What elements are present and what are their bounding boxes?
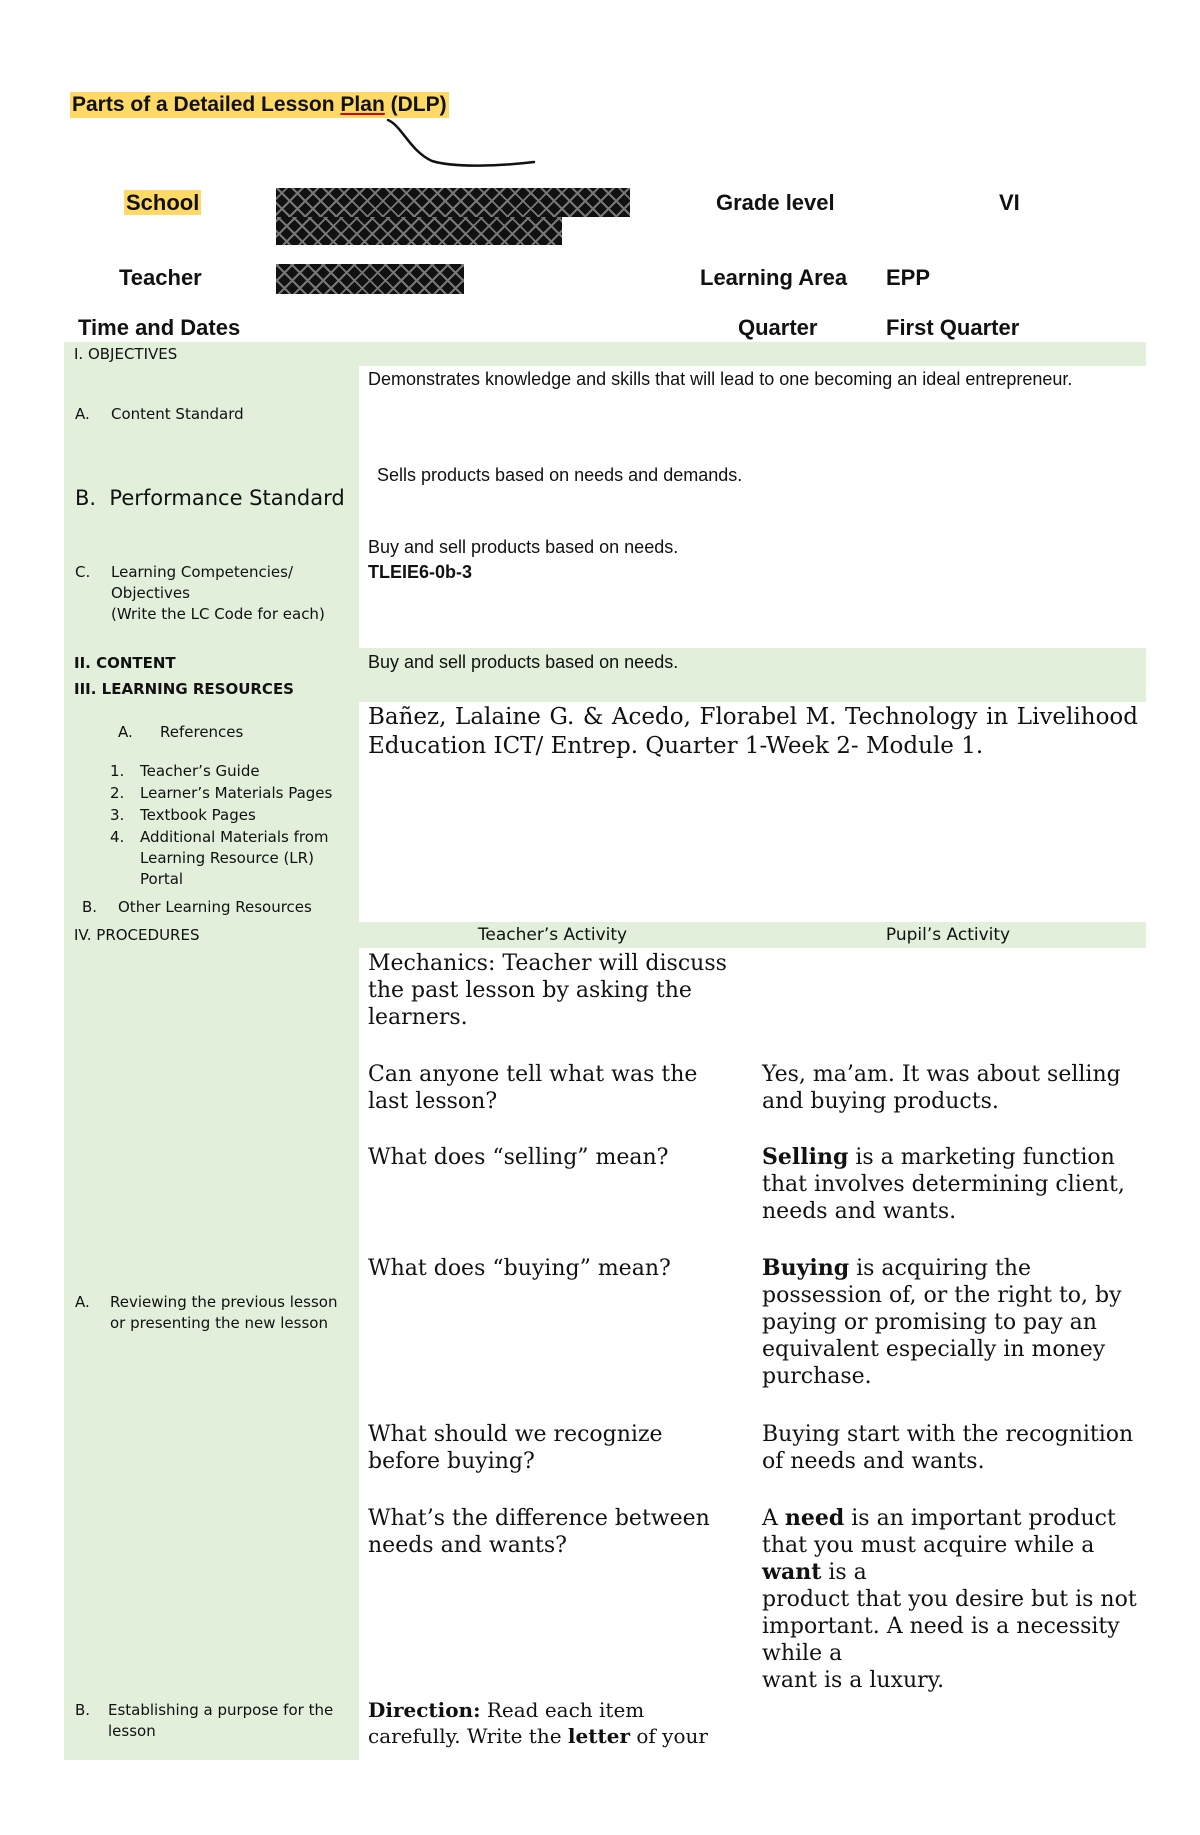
performance-standard-label: B. Performance Standard: [75, 486, 345, 510]
resource-item: [110, 805, 350, 826]
resource-item: [110, 783, 350, 804]
resource-item-text: Learner’s Materials Pages: [140, 784, 333, 802]
learning-area-value: EPP: [886, 265, 931, 290]
resource-item-number: 4.: [110, 828, 125, 846]
grade-level-value: VI: [999, 190, 1020, 215]
answer-3-term: Buying: [762, 1255, 850, 1281]
direction-part: of your: [629, 1724, 708, 1748]
resource-item-text: Textbook Pages: [140, 806, 256, 824]
answer-5: [762, 1505, 1142, 1694]
direction-text: [368, 1697, 738, 1749]
procedure-a-letter: A.: [75, 1293, 90, 1311]
answer-5-line-a: [762, 1505, 1142, 1586]
answer-2: [762, 1144, 1132, 1225]
direction-part: Read each item carefully. Write the: [368, 1698, 645, 1748]
school-label: [124, 189, 201, 217]
lc-letter: C.: [75, 563, 91, 581]
question-1: Can anyone tell what was the last lesson?: [368, 1062, 698, 1114]
title-suffix: (DLP): [384, 93, 447, 116]
title-text: Parts of a Detailed Lesson: [72, 93, 341, 116]
content-standard-letter: A.: [75, 405, 90, 423]
resource-item-number: 1.: [110, 762, 125, 780]
resource-item-text: Additional Materials from Learning Resource (LR) Portal: [140, 828, 329, 888]
question-5: What’s the difference between needs and wants?: [368, 1506, 710, 1558]
objectives-band: [359, 342, 1146, 366]
procedures-heading: IV. PROCEDURES: [74, 926, 200, 944]
title-plan-word: Plan: [340, 93, 385, 116]
handwritten-curve: [380, 116, 540, 171]
teacher-redaction: [276, 264, 464, 294]
mechanics-text: Mechanics: Teacher will discuss the past lesson by asking the learners.: [368, 951, 727, 1030]
other-resources-letter: B.: [82, 898, 98, 916]
answer-3-text: is acquiring the possession of, or the right to, by paying or promising to pay an equivalent especially in money purchase.: [762, 1256, 1122, 1389]
answer-5-part: A: [762, 1506, 785, 1531]
content-value: Buy and sell products based on needs.: [368, 652, 679, 672]
answer-5-line-c: want is a luxury.: [762, 1668, 945, 1693]
objectives-heading: I. OBJECTIVES: [74, 345, 178, 363]
resources-citation: Bañez, Lalaine G. & Acedo, Florabel M. Technology in Livelihood Education ICT/ Entrep. Quarter 1-Week 2- Module 1.: [368, 704, 1138, 759]
answer-5-need: need: [784, 1505, 845, 1531]
procedure-a-label: Reviewing the previous lesson or presenting the new lesson: [110, 1293, 338, 1332]
answer-5-part: is an important product that you must acquire while a: [762, 1506, 1116, 1558]
content-standard-value: Demonstrates knowledge and skills that will lead to one becoming an ideal entrepreneur.: [368, 369, 1073, 389]
time-dates-label: Time and Dates: [78, 315, 241, 340]
resource-item-text: Teacher’s Guide: [140, 762, 260, 780]
resource-item: [110, 761, 350, 782]
school-redaction-2: [276, 217, 562, 245]
school-label-text: School: [126, 190, 200, 215]
references-label: References: [160, 723, 244, 741]
lc-label-line-3: (Write the LC Code for each): [111, 605, 325, 623]
school-redaction: [276, 188, 630, 217]
procedure-b-label: Establishing a purpose for the lesson: [108, 1701, 334, 1740]
pupil-activity-header: Pupil’s Activity: [885, 925, 1011, 945]
answer-5-want: want: [762, 1559, 822, 1585]
page-title: [70, 92, 449, 118]
answer-3: [762, 1255, 1142, 1390]
question-2: What does “selling” mean?: [368, 1145, 669, 1170]
question-4: What should we recognize before buying?: [368, 1422, 663, 1474]
quarter-label: Quarter: [738, 315, 818, 340]
content-standard-label: Content Standard: [111, 405, 244, 423]
resource-item: [110, 827, 350, 890]
lc-label-block: [111, 562, 325, 625]
quarter-value: First Quarter: [886, 315, 1020, 340]
learning-area-label: Learning Area: [700, 265, 848, 290]
question-3: What does “buying” mean?: [368, 1256, 671, 1281]
procedure-b-letter: B.: [75, 1701, 91, 1719]
direction-label: Direction:: [368, 1698, 481, 1722]
performance-standard-value: Sells products based on needs and demands.: [377, 465, 743, 485]
other-resources-label: Other Learning Resources: [118, 898, 312, 916]
resource-item-number: 2.: [110, 784, 125, 802]
resources-list: [110, 761, 350, 890]
lc-label-line-1: Learning Competencies/: [111, 563, 294, 581]
left-column-bg: [64, 342, 359, 1760]
teacher-label: Teacher: [119, 265, 202, 290]
answer-1: Yes, ma’am. It was about selling and buying products.: [762, 1062, 1121, 1114]
lc-code: TLEIE6-0b-3: [368, 562, 473, 582]
answer-2-term: Selling: [762, 1144, 849, 1170]
answer-4: Buying start with the recognition of needs and wants.: [762, 1422, 1134, 1474]
answer-5-line-b: product that you desire but is not important. A need is a necessity while a: [762, 1587, 1137, 1666]
content-heading: II. CONTENT: [74, 654, 176, 672]
teacher-activity-header: Teacher’s Activity: [477, 925, 628, 945]
lc-label-line-2: Objectives: [111, 584, 190, 602]
resource-item-number: 3.: [110, 806, 125, 824]
learning-resources-heading: III. LEARNING RESOURCES: [74, 680, 294, 698]
references-letter: A.: [118, 723, 133, 741]
learning-competency-value: Buy and sell products based on needs.: [368, 537, 679, 557]
direction-letter-word: letter: [567, 1724, 630, 1748]
answer-5-part: is a: [821, 1560, 867, 1585]
grade-level-label: Grade level: [716, 190, 835, 215]
answer-2-text: is a marketing function that involves determining client, needs and wants.: [762, 1145, 1125, 1224]
